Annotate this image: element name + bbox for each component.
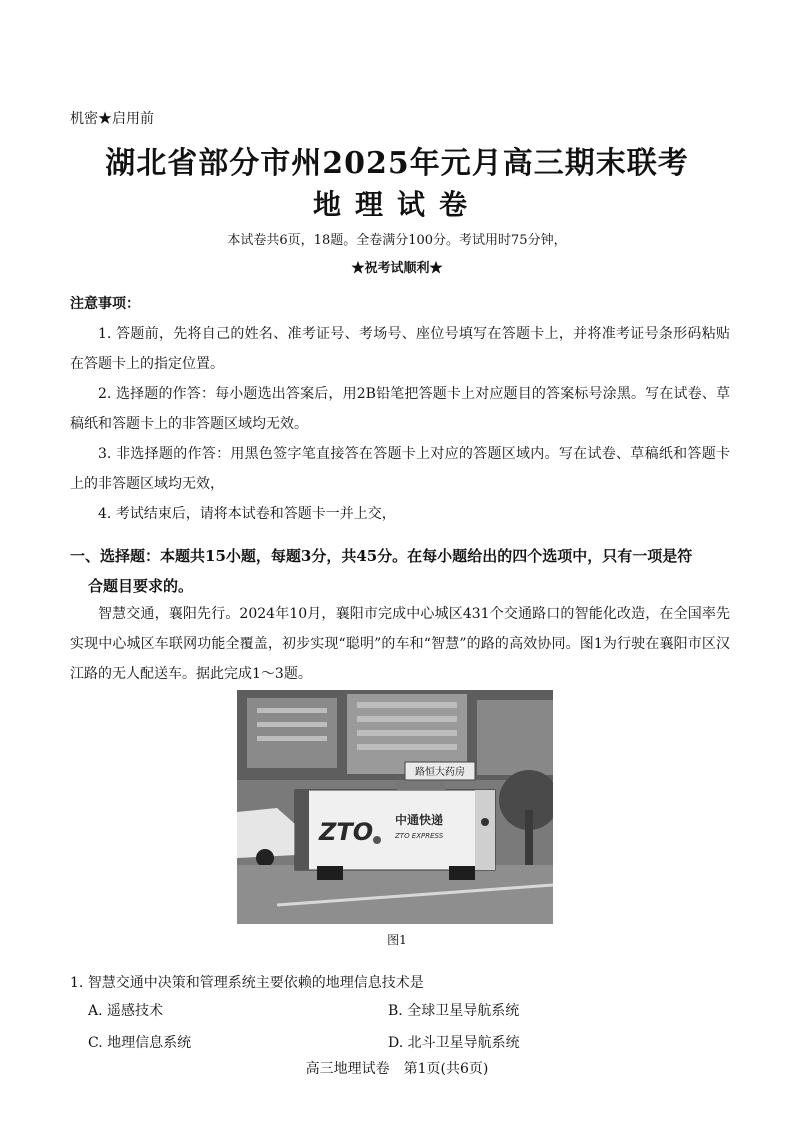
page-footer: 高三地理试卷 第1页(共6页) [305, 1061, 489, 1077]
option-list [70, 998, 750, 1056]
delivery-vehicle-photo [237, 690, 553, 924]
option-d[interactable]: D. 北斗卫星导航系统 [388, 1035, 520, 1051]
reading-passage [70, 599, 730, 689]
section-heading [70, 541, 730, 601]
zto-logo-text: ZTO [319, 818, 374, 846]
notice-item: 2. 选择题的作答：每小题选出答案后，用2B铅笔把答题卡上对应题目的答案标号涂黑。写在试卷、草稿纸和答题卡上的非答题区域均无效。 [70, 386, 730, 432]
passage-text: 智慧交通，襄阳先行。2024年10月，襄阳市完成中心城区431个交通路口的智能化改造，在全国率先实现中心城区车联网功能全覆盖，初步实现“聪明”的车和“智慧”的路的高效协同。图1为行驶在襄阳市区汉江路的无人配送车。据此完成1～3题。 [70, 606, 730, 682]
option-c[interactable]: C. 地理信息系统 [88, 1035, 192, 1051]
question-1 [70, 970, 750, 1056]
shop-sign-text: 路恒大药房 [415, 767, 465, 778]
subject-title: 地理试卷 [312, 188, 481, 221]
notice-item: 4. 考试结束后，请将本试卷和答题卡一并上交， [98, 506, 396, 522]
confidential-label: 机密★启用前 [70, 111, 154, 127]
figure-caption: 图1 [387, 933, 407, 947]
section-heading-line: 一、选择题：本题共15小题，每题3分，共45分。在每小题给出的四个选项中，只有一项是符 [70, 547, 693, 565]
question-stem: 1. 智慧交通中决策和管理系统主要依赖的地理信息技术是 [70, 975, 424, 991]
option-b[interactable]: B. 全球卫星导航系统 [388, 1003, 520, 1019]
brand-cn-text: 中通快递 [395, 813, 444, 827]
photo-illustration [237, 690, 553, 924]
notice-item: 3. 非选择题的作答：用黑色签字笔直接答在答题卡上对应的答题区域内。写在试卷、草稿纸和答题卡上的非答题区域均无效， [70, 446, 730, 492]
exam-info: 本试卷共6页，18题。全卷满分100分。考试用时75分钟， [227, 233, 567, 248]
good-luck-line: ★祝考试顺利★ [351, 261, 443, 276]
notice-item: 1. 答题前，先将自己的姓名、准考证号、考场号、座位号填写在答题卡上，并将准考证号条形码粘贴在答题卡上的指定位置。 [70, 326, 730, 372]
notice-section [70, 289, 730, 529]
exam-title: 湖北省部分市州2025年元月高三期末联考 [105, 146, 689, 181]
section-heading-line: 合题目要求的。 [88, 577, 194, 595]
notice-heading: 注意事项： [70, 296, 140, 312]
option-a[interactable]: A. 遥感技术 [88, 1003, 164, 1019]
brand-en-text: ZTO EXPRESS [395, 832, 444, 840]
